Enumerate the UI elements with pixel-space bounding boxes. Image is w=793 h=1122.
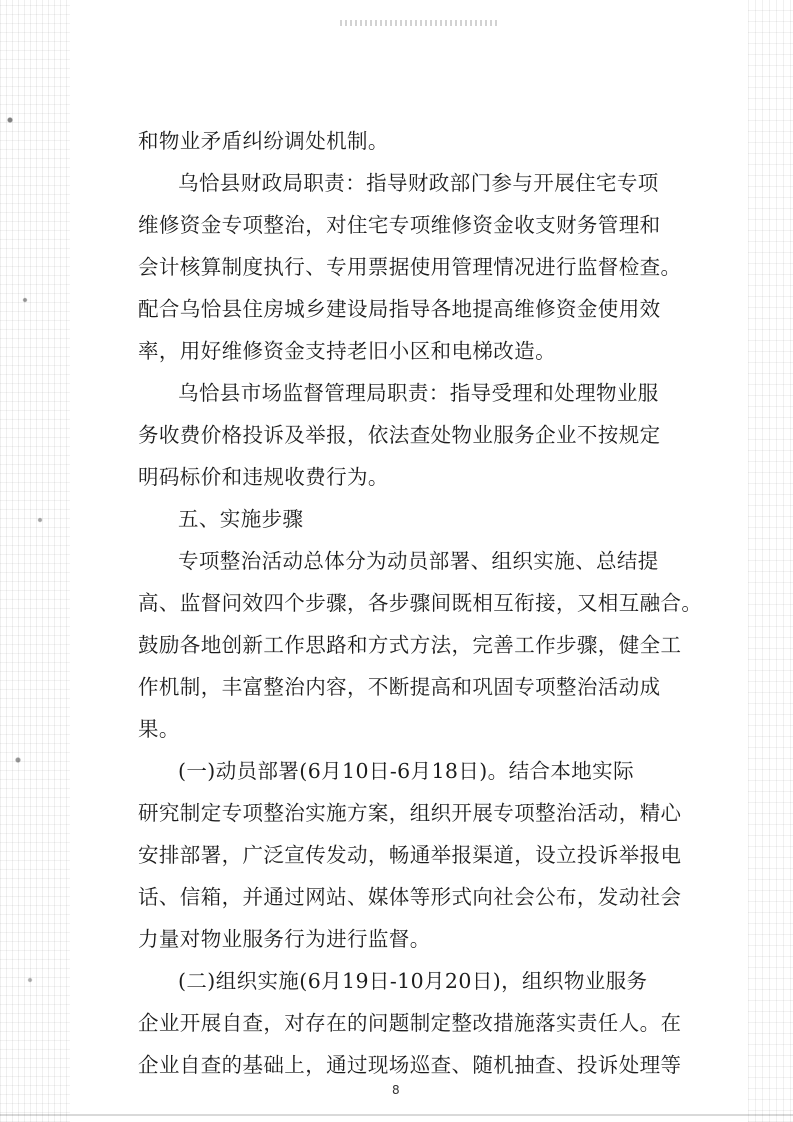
page-number: 8 [392,1083,400,1097]
text-line: 安排部署，广泛宣传发动，畅通举报渠道，设立投诉举报电 [138,843,682,867]
text-line: (一)动员部署(6月10日-6月18日)。结合本地实际 [178,759,634,783]
text-line: 作机制，丰富整治内容，不断提高和巩固专项整治活动成 [138,675,661,699]
text-line: 企业开展自查，对存在的问题制定整改措施落实责任人。在 [138,1011,682,1035]
scan-noise-right [748,0,793,1122]
text-line: 企业自查的基础上，通过现场巡查、随机抽查、投诉处理等 [138,1053,682,1077]
text-line: 率，用好维修资金支持老旧小区和电梯改造。 [138,339,556,363]
body-text [138,120,703,1086]
text-line: 高、监督问效四个步骤，各步骤间既相互衔接，又相互融合。 [138,591,703,615]
section-heading: 五、实施步骤 [178,507,304,531]
text-line: 明码标价和违规收费行为。 [138,465,389,489]
text-line: 研究制定专项整治实施方案，组织开展专项整治活动，精心 [138,801,682,825]
text-line: 务收费价格投诉及举报，依法查处物业服务企业不按规定 [138,423,661,447]
scan-edge-bottom [0,1114,793,1116]
text-line: 鼓励各地创新工作思路和方式方法，完善工作步骤，健全工 [138,633,682,657]
scan-smudge-top [340,20,500,26]
text-line: 会计核算制度执行、专用票据使用管理情况进行监督检查。 [138,255,682,279]
text-line: 和物业矛盾纠纷调处机制。 [138,129,389,153]
text-line: 乌恰县市场监督管理局职责：指导受理和处理物业服 [178,381,659,405]
text-line: 果。 [138,717,180,741]
text-line: 维修资金专项整治，对住宅专项维修资金收支财务管理和 [138,213,661,237]
text-line: 专项整治活动总体分为动员部署、组织实施、总结提 [178,549,659,573]
text-line: 乌恰县财政局职责：指导财政部门参与开展住宅专项 [178,171,659,195]
scan-noise-left [0,0,70,1122]
text-line: 话、信箱，并通过网站、媒体等形式向社会公布，发动社会 [138,885,682,909]
text-line: 配合乌恰县住房城乡建设局指导各地提高维修资金使用效 [138,297,661,321]
text-line: 力量对物业服务行为进行监督。 [138,927,431,951]
text-line: (二)组织实施(6月19日-10月20日)，组织物业服务 [178,969,648,993]
